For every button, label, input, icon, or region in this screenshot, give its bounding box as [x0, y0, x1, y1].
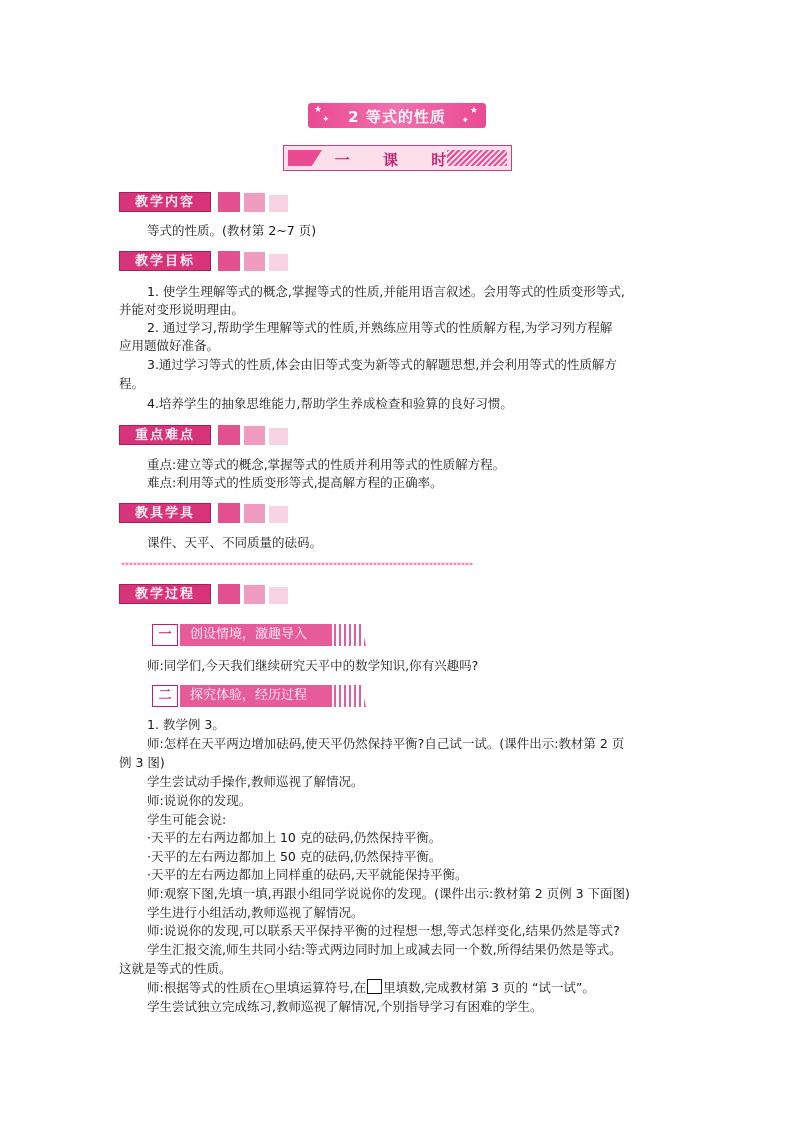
star-divider: ****************************************************************************************	[121, 562, 473, 570]
step-label: 创设情境，激趣导入	[180, 624, 332, 646]
goal-line: 程。	[119, 376, 145, 391]
process-line: 学生尝试独立完成练习,教师巡视了解情况,个别指导学习有困难的学生。	[147, 999, 543, 1014]
content-text: 等式的性质。(教材第 2~7 页)	[147, 223, 317, 238]
goal-line: 并能对变形说明理由。	[119, 302, 245, 317]
lesson-subtitle: 一 课 时	[334, 151, 461, 169]
star-icon: ★	[469, 106, 478, 116]
process-text: 里填数,完成教材第 3 页的 “试一试”。	[383, 980, 595, 995]
goal-line: 2. 通过学习,帮助学生理解等式的性质,并熟练应用等式的性质解方程,为学习列方程解	[147, 320, 613, 335]
blank-box-icon	[367, 979, 382, 994]
star-icon: ✦	[322, 115, 330, 125]
process-line: 师:说说你的发现,可以联系天平保持平衡的过程想一想,等式怎样变化,结果仍然是等式?	[147, 923, 620, 938]
section-label: 教学过程	[119, 584, 211, 604]
step-label: 探究体验，经历过程	[180, 685, 332, 707]
lesson-subtitle-banner	[283, 145, 512, 171]
process-line: 学生尝试动手操作,教师巡视了解情况。	[147, 774, 364, 789]
process-line: 例 3 图)	[119, 755, 165, 770]
process-line: 师:怎样在天平两边增加砝码,使天平仍然保持平衡?自己试一试。(课件出示:教材第 2 页	[147, 736, 625, 751]
goal-line: 3.通过学习等式的性质,体会由旧等式变为新等式的解题思想,并会利用等式的性质解方	[147, 357, 617, 372]
step-number: 一	[152, 624, 178, 646]
section-label: 教具学具	[119, 503, 211, 523]
goal-line: 4.培养学生的抽象思维能力,帮助学生养成检查和验算的良好习惯。	[147, 396, 513, 411]
goal-line: 应用题做好准备。	[119, 338, 220, 353]
process-text: 师:根据等式的性质在○里填运算符号,在	[147, 980, 367, 995]
process-line: 师:说说你的发现。	[147, 793, 252, 808]
process-line: ·天平的左右两边都加上 10 克的砝码,仍然保持平衡。	[147, 830, 442, 845]
step-banner-1	[152, 624, 366, 646]
lesson-title: 2 等式的性质	[348, 108, 446, 126]
keypoint-line: 难点:利用等式的性质变形等式,提高解方程的正确率。	[147, 475, 443, 490]
section-label: 教学目标	[119, 251, 211, 271]
process-line	[147, 978, 595, 998]
process-line: 学生可能会说:	[147, 812, 227, 827]
process-line: ·天平的左右两边都加上同样重的砝码,天平就能保持平衡。	[147, 867, 468, 882]
tools-text: 课件、天平、不同质量的砝码。	[147, 535, 323, 550]
step-number: 二	[152, 685, 178, 707]
process-line: 师:同学们,今天我们继续研究天平中的数学知识,你有兴趣吗?	[147, 658, 479, 673]
star-icon: ★	[314, 105, 323, 115]
star-icon: ✦	[461, 116, 469, 126]
process-line: 学生进行小组活动,教师巡视了解情况。	[147, 905, 364, 920]
lesson-title-banner	[308, 103, 486, 128]
keypoint-line: 重点:建立等式的概念,掌握等式的性质并利用等式的性质解方程。	[147, 457, 506, 472]
process-line: 这就是等式的性质。	[119, 961, 232, 976]
process-line: 1. 教学例 3。	[147, 717, 225, 732]
process-line: 师:观察下图,先填一填,再跟小组同学说说你的发现。(课件出示:教材第 2 页例 3 下面图)	[147, 886, 630, 901]
section-label: 重点难点	[119, 425, 211, 445]
step-banner-2	[152, 685, 366, 707]
section-label: 教学内容	[119, 192, 211, 212]
process-line: ·天平的左右两边都加上 50 克的砝码,仍然保持平衡。	[147, 849, 442, 864]
goal-line: 1. 使学生理解等式的概念,掌握等式的性质,并能用语言叙述。会用等式的性质变形等式,	[147, 284, 625, 299]
process-line: 学生汇报交流,师生共同小结:等式两边同时加上或减去同一个数,所得结果仍然是等式。	[147, 942, 622, 957]
